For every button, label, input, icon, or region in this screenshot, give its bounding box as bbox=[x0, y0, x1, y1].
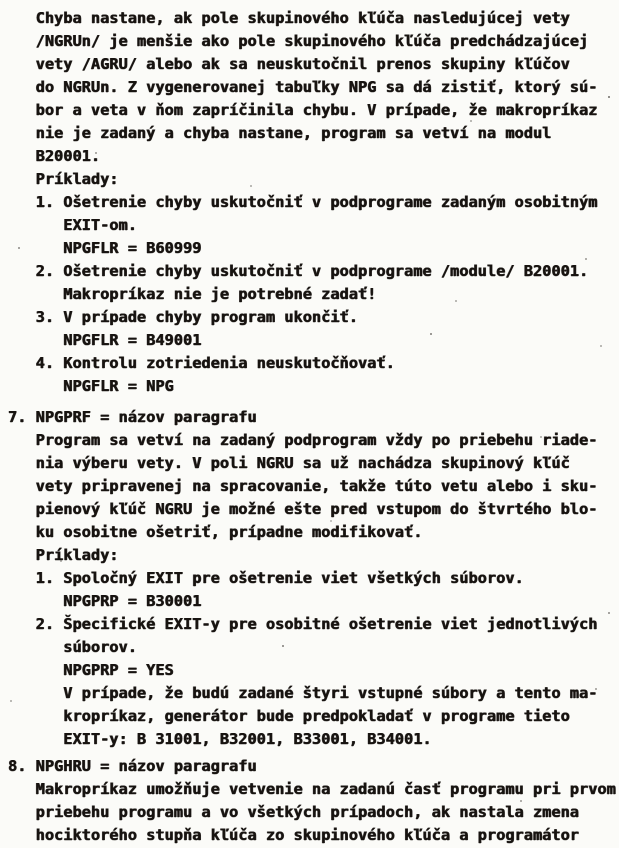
text-line: Chyba nastane, ak pole skupinového kľúča nasledujúcej vety bbox=[8, 9, 570, 27]
text-line: V prípade, že budú zadané štyri vstupné súbory a tento ma- bbox=[8, 684, 598, 702]
text-line: Program sa vetví na zadaný podprogram vždy po priebehu riade- bbox=[8, 431, 598, 449]
text-line: Príklady: bbox=[8, 170, 119, 188]
text-line: 1. Spoločný EXIT pre ošetrenie viet všetkých súborov. bbox=[8, 569, 524, 587]
text-line: priebehu programu a vo všetkých prípadoch, ak nastala zmena bbox=[8, 803, 579, 821]
text-line: hociktorého stupňa kľúča zo skupinového kľúča a programátor bbox=[8, 826, 579, 844]
text-line: NPGFLR = B49001 bbox=[8, 331, 202, 349]
text-line: súborov. bbox=[8, 638, 137, 656]
text-line: vety /AGRU/ alebo ak sa neuskutočnil prenos skupiny kľúčov bbox=[8, 55, 570, 73]
text-line: /NGRUn/ je menšie ako pole skupinového kľúča predchádzajúcej bbox=[8, 32, 589, 50]
text-line: NPGPRP = B30001 bbox=[8, 592, 202, 610]
text-line: bor a veta v ňom zapríčinila chybu. V prípade, že makropríkaz bbox=[8, 101, 598, 119]
text-line: ku osobitne ošetriť, prípadne modifikovať. bbox=[8, 523, 423, 541]
text-line: 7. NPGPRF = názov paragrafu bbox=[8, 408, 257, 426]
text-line: 2. Špecifické EXIT-y pre osobitné ošetrenie viet jednotlivých bbox=[8, 615, 598, 633]
text-line: Príklady: bbox=[8, 546, 119, 564]
text-line: B20001. bbox=[8, 147, 101, 165]
text-line: 2. Ošetrenie chyby uskutočniť v podprograme /module/ B20001. bbox=[8, 262, 589, 280]
text-line: do NGRUn. Z vygenerovanej tabuľky NPG sa dá zistiť, ktorý sú- bbox=[8, 78, 598, 96]
text-line: nia výberu vety. V poli NGRU sa už nachádza skupinový kľúč bbox=[8, 454, 570, 472]
text-line: 4. Kontrolu zotriedenia neuskutočňovať. bbox=[8, 354, 395, 372]
text-line: 3. V prípade chyby program ukončiť. bbox=[8, 308, 358, 326]
text-line: NPGPRP = YES bbox=[8, 661, 174, 679]
text-line: 8. NPGHRU = názov paragrafu bbox=[8, 757, 257, 775]
text-line: Makropríkaz umožňuje vetvenie na zadanú časť programu pri prvom bbox=[8, 780, 616, 798]
text-line: EXIT-om. bbox=[8, 216, 137, 234]
text-line: NPGFLR = NPG bbox=[8, 377, 174, 395]
text-line: pienový kľúč NGRU je možné ešte pred vstupom do štvrtého blo- bbox=[8, 500, 598, 518]
text-line: 1. Ošetrenie chyby uskutočniť v podprograme zadaným osobitným bbox=[8, 193, 598, 211]
text-line: Makropríkaz nie je potrebné zadať! bbox=[8, 285, 377, 303]
text-line: EXIT-y: B 31001, B32001, B33001, B34001. bbox=[8, 730, 432, 748]
text-line: vety pripravenej na spracovanie, takže túto vetu alebo i sku- bbox=[8, 477, 598, 495]
text-line: nie je zadaný a chyba nastane, program sa vetví na modul bbox=[8, 124, 552, 142]
text-line: kropríkaz, generátor bude predpokladať v programe tieto bbox=[8, 707, 570, 725]
text-line: NPGFLR = B60999 bbox=[8, 239, 202, 257]
